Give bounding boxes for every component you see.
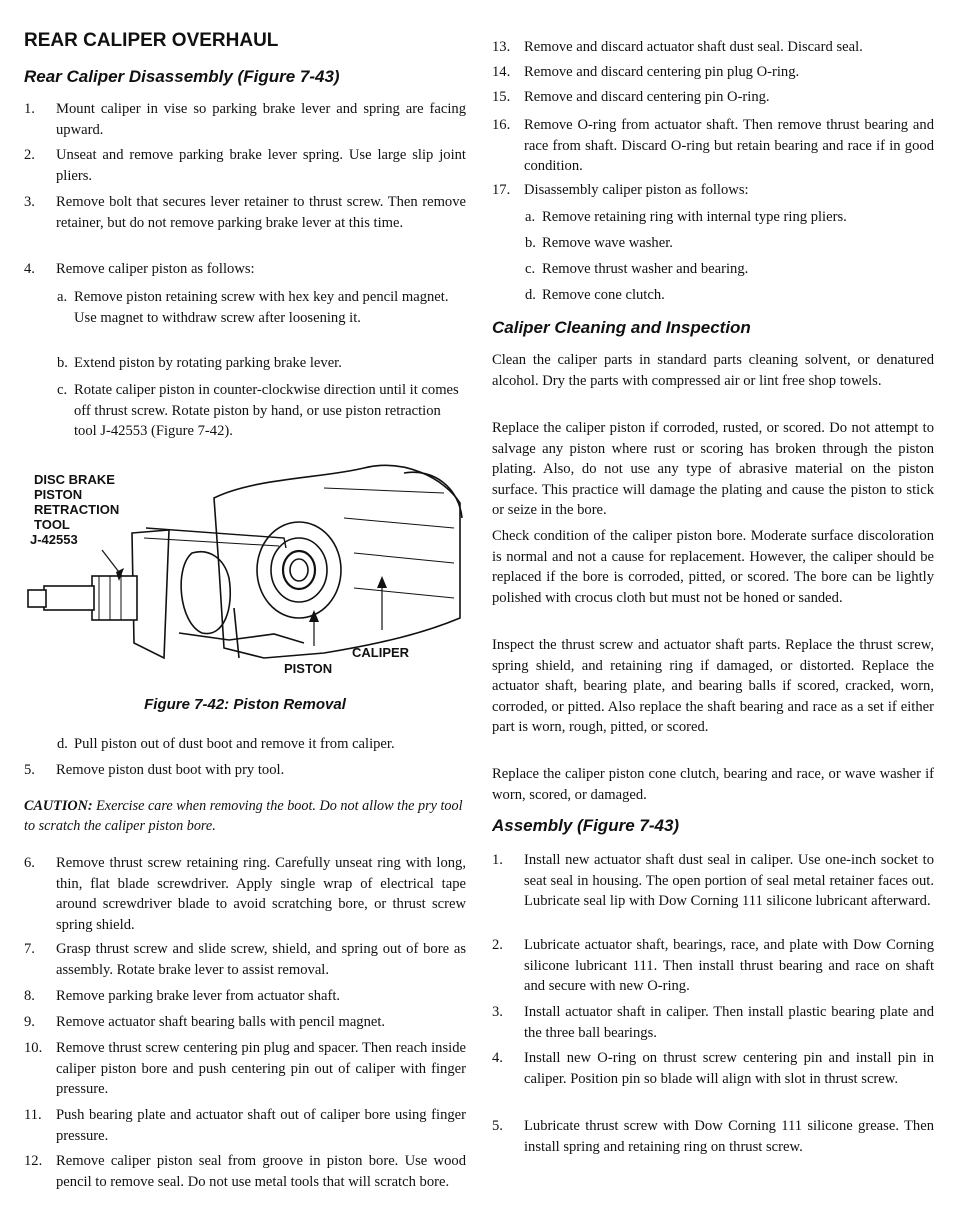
cleaning-title: Caliper Cleaning and Inspection (492, 318, 751, 337)
sub-text: Remove wave washer. (542, 235, 673, 251)
step-text: Remove caliper piston as follows: (56, 261, 255, 277)
step-number: 10. (24, 1040, 43, 1056)
assembly-step-4 (492, 1048, 934, 1089)
step-4b (57, 353, 462, 374)
step-5 (24, 760, 466, 781)
step-text: Remove caliper piston seal from groove in piston bore. Use wood pencil to remove seal. Do not use metal tools that will scratch bore. (56, 1153, 466, 1190)
step-15 (492, 87, 934, 108)
sub-text: Remove thrust washer and bearing. (542, 261, 749, 277)
assembly-step-2 (492, 935, 934, 997)
paragraph-bore: Check condition of the caliper piston bore. Moderate surface discoloration is normal and not a cause for replacement. However, the caliper should be replaced if the bore is corroded, pitted, or scored. The bore can be lightly polished with crocus cloth but must not be honed or sanded. (492, 528, 934, 606)
step-6 (24, 853, 466, 935)
sub-letter: b. (525, 235, 536, 251)
step-text: Unseat and remove parking brake lever spring. Use large slip joint pliers. (56, 147, 466, 184)
caliper-label: CALIPER (352, 645, 410, 660)
tool-label-line-3: RETRACTION (34, 502, 120, 517)
step-12 (24, 1151, 466, 1192)
sub-text: Remove retaining ring with internal type ring pliers. (542, 209, 847, 225)
sub-letter: a. (525, 209, 536, 225)
step-text: Push bearing plate and actuator shaft out of caliper bore using finger pressure. (56, 1107, 466, 1144)
step-text: Disassembly caliper piston as follows: (524, 182, 749, 198)
step-text: Remove piston dust boot with pry tool. (56, 762, 285, 778)
step-text: Remove and discard centering pin plug O-ring. (524, 64, 800, 80)
sub-text: Extend piston by rotating parking brake lever. (74, 355, 342, 371)
sub-text: Pull piston out of dust boot and remove it from caliper. (74, 736, 395, 752)
step-17a (525, 207, 930, 228)
assembly-title: Assembly (Figure 7-43) (492, 816, 680, 835)
step-number: 15. (492, 89, 511, 105)
step-11 (24, 1105, 466, 1146)
step-1 (24, 99, 466, 140)
step-2 (24, 145, 466, 186)
step-16 (492, 115, 934, 177)
step-number: 13. (492, 39, 511, 55)
step-text: Grasp thrust screw and slide screw, shield, and spring out of bore as assembly. Rotate brake lever to assist removal. (56, 941, 466, 978)
assembly-step-5 (492, 1116, 934, 1157)
step-text: Remove and discard actuator shaft dust seal. Discard seal. (524, 39, 863, 55)
step-3 (24, 192, 466, 233)
piston-label: PISTON (284, 661, 333, 676)
step-number: 4. (24, 261, 35, 277)
step-number: 5. (492, 1118, 503, 1134)
caution-text: Exercise care when removing the boot. Do not allow the pry tool to scratch the caliper piston bore. (24, 798, 463, 834)
step-text: Lubricate thrust screw with Dow Corning 111 silicone grease. Then install spring and retaining ring on thrust screw. (524, 1118, 934, 1155)
step-text: Remove parking brake lever from actuator shaft. (56, 988, 341, 1004)
sub-letter: d. (57, 736, 68, 752)
step-number: 9. (24, 1014, 35, 1030)
step-14 (492, 62, 934, 83)
step-4c (57, 380, 462, 442)
step-text: Remove actuator shaft bearing balls with pencil magnet. (56, 1014, 386, 1030)
step-number: 12. (24, 1153, 43, 1169)
step-number: 3. (24, 194, 35, 210)
sub-letter: c. (57, 382, 68, 398)
step-text: Remove thrust screw retaining ring. Carefully unseat ring with long, thin, flat blade screwdriver. Apply single wrap of electrical tape around screwdriver blade to avoid scratching bore, or thrust screw spring shield. (56, 855, 466, 933)
sub-text: Rotate caliper piston in counter-clockwise direction until it comes off thrust screw. Rotate piston by hand, or use piston retraction tool J-42553 (Figure 7-42). (74, 382, 459, 439)
step-13 (492, 37, 934, 58)
step-text: Install new actuator shaft dust seal in caliper. Use one-inch socket to seat seal in housing. The open portion of seal metal retainer faces out. Lubricate seal lip with Dow Corning 111 silicone lubricant afterward. (524, 852, 934, 909)
section-title: REAR CALIPER OVERHAUL (24, 30, 279, 51)
step-number: 1. (492, 852, 503, 868)
paragraph-piston: Replace the caliper piston if corroded, rusted, or scored. Do not attempt to salvage any piston where rust or scoring has broken through the piston plating. Also, do not use any type of abrasive material on the piston surface. This practice will damage the plating and cause the piston to stick or seize in the bore. (492, 420, 934, 518)
step-10 (24, 1038, 466, 1100)
assembly-step-1 (492, 850, 934, 912)
step-text: Remove bolt that secures lever retainer to thrust screw. Then remove retainer, but do not remove parking brake lever at this time. (56, 194, 466, 231)
step-17d (525, 285, 930, 306)
step-7 (24, 939, 466, 980)
tool-label-line-5: J-42553 (30, 532, 78, 547)
step-4d (57, 734, 462, 755)
sub-text: Remove cone clutch. (542, 287, 665, 303)
step-text: Lubricate actuator shaft, bearings, race, and plate with Dow Corning silicone lubricant 111. Then install thrust bearing and race on shaft and secure with new O-ring. (524, 937, 934, 994)
assembly-step-3 (492, 1002, 934, 1043)
paragraph-cone-clutch: Replace the caliper piston cone clutch, bearing and race, or wave washer if worn, scored, or damaged. (492, 766, 934, 803)
step-8 (24, 986, 466, 1007)
sub-text: Remove piston retaining screw with hex key and pencil magnet. Use magnet to withdraw screw after loosening it. (74, 289, 449, 326)
step-9 (24, 1012, 466, 1033)
figure-caption: Figure 7-42: Piston Removal (144, 696, 346, 713)
step-number: 8. (24, 988, 35, 1004)
step-4 (24, 259, 466, 280)
sub-letter: c. (525, 261, 536, 277)
step-text: Remove and discard centering pin O-ring. (524, 89, 770, 105)
step-number: 1. (24, 101, 35, 117)
step-number: 16. (492, 117, 511, 133)
step-number: 7. (24, 941, 35, 957)
step-text: Install actuator shaft in caliper. Then install plastic bearing plate and the three ball bearings. (524, 1004, 934, 1041)
step-17b (525, 233, 930, 254)
caution-label: CAUTION: (24, 798, 93, 814)
tool-label-line-4: TOOL (34, 517, 70, 532)
sub-letter: d. (525, 287, 536, 303)
step-17 (492, 180, 934, 201)
step-number: 17. (492, 182, 511, 198)
tool-label-line-1: DISC BRAKE (34, 472, 115, 487)
step-number: 3. (492, 1004, 503, 1020)
disassembly-title: Rear Caliper Disassembly (Figure 7-43) (24, 67, 340, 86)
step-17c (525, 259, 930, 280)
figure-piston-removal (24, 458, 466, 680)
sub-letter: b. (57, 355, 68, 371)
step-number: 14. (492, 64, 511, 80)
step-number: 5. (24, 762, 35, 778)
step-text: Mount caliper in vise so parking brake lever and spring are facing upward. (56, 101, 466, 138)
step-number: 11. (24, 1107, 42, 1123)
caution-note (24, 796, 466, 836)
step-4a (57, 287, 462, 328)
paragraph-thrust-screw: Inspect the thrust screw and actuator shaft parts. Replace the thrust screw, spring shield, and retaining ring if damaged, or distorted. Replace the actuator shaft, bearing plate, and bearing balls if scored, cracked, worn, corroded, or pitted. Also replace the shaft bearing and race as a set if either part is worn, rough, pitted, or scored. (492, 637, 934, 735)
step-number: 6. (24, 855, 35, 871)
step-text: Install new O-ring on thrust screw centering pin and install pin in caliper. Position pin so blade will align with slot in thrust screw. (524, 1050, 934, 1087)
paragraph-clean: Clean the caliper parts in standard parts cleaning solvent, or denatured alcohol. Dry the parts with compressed air or lint free shop towels. (492, 352, 934, 389)
step-number: 2. (492, 937, 503, 953)
step-text: Remove O-ring from actuator shaft. Then remove thrust bearing and race from shaft. Discard O-ring but retain bearing and race if in good condition. (524, 117, 934, 174)
step-text: Remove thrust screw centering pin plug and spacer. Then reach inside caliper piston bore and push centering pin out of caliper with finger pressure. (56, 1040, 466, 1097)
tool-label-line-2: PISTON (34, 487, 83, 502)
sub-letter: a. (57, 289, 68, 305)
step-number: 2. (24, 147, 35, 163)
step-number: 4. (492, 1050, 503, 1066)
